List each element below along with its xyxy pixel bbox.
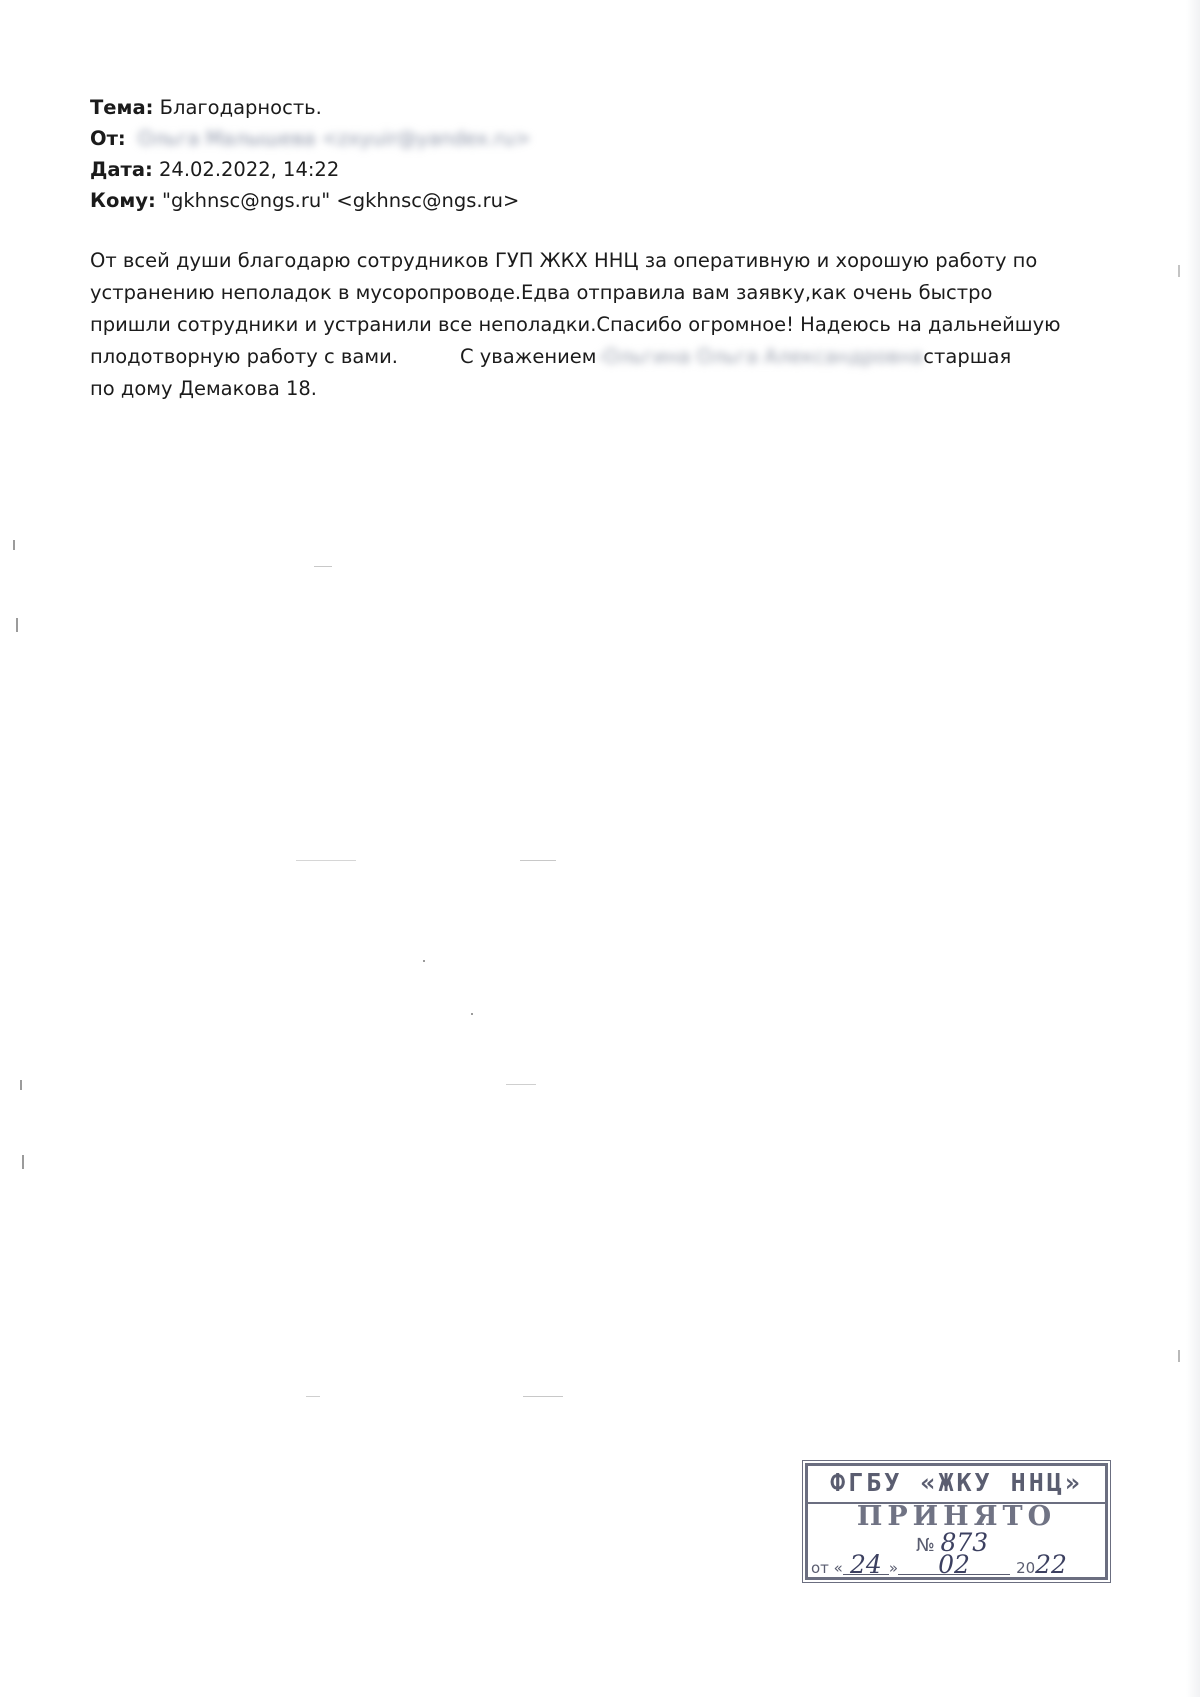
subject-value: Благодарность. bbox=[159, 96, 322, 119]
message-line-4 bbox=[90, 341, 1140, 373]
date-value: 24.02.2022, 14:22 bbox=[159, 158, 340, 181]
stamp-number-value: 873 bbox=[940, 1528, 989, 1557]
date-label: Дата: bbox=[90, 158, 153, 181]
stamp-accepted-label: ПРИНЯТО bbox=[856, 1501, 1057, 1532]
signer-name-redacted: -Ольгина Ольга Александровна bbox=[596, 345, 924, 368]
stamp-organization: ФГБУ «ЖКУ ННЦ» bbox=[808, 1468, 1105, 1504]
subject-line bbox=[90, 92, 1070, 123]
scan-speck bbox=[471, 1013, 473, 1015]
from-line bbox=[90, 123, 1070, 154]
scan-speck bbox=[523, 1396, 563, 1397]
stamp-date-prefix: от « bbox=[811, 1559, 843, 1577]
scan-speck bbox=[1178, 265, 1180, 277]
scan-speck bbox=[423, 960, 425, 962]
stamp-year-suffix: 22 bbox=[1035, 1550, 1067, 1579]
registration-stamp bbox=[805, 1463, 1108, 1580]
to-line bbox=[90, 185, 1070, 216]
scan-speck bbox=[306, 1396, 320, 1397]
message-body bbox=[90, 245, 1140, 405]
date-line bbox=[90, 154, 1070, 185]
message-line-4-start: плодотворную работу с вами. bbox=[90, 345, 398, 368]
stamp-day: 24 bbox=[843, 1556, 889, 1575]
regards-text: С уважением bbox=[459, 345, 597, 368]
scan-speck bbox=[506, 1084, 536, 1085]
from-value-redacted: Ольга Малышева <zxyuir@yandex.ru> bbox=[137, 127, 531, 150]
message-line-2: устранению неполадок в мусоропроводе.Едва отправила вам заявку,как очень быстро bbox=[90, 281, 993, 304]
scan-speck bbox=[314, 566, 332, 567]
scan-speck bbox=[13, 540, 15, 550]
scan-speck bbox=[1178, 1350, 1180, 1362]
to-label: Кому: bbox=[90, 189, 156, 212]
message-line-1: От всей души благодарю сотрудников ГУП ЖКХ ННЦ за оперативную и хорошую работу по bbox=[90, 249, 1038, 272]
scan-speck bbox=[20, 1080, 22, 1090]
scan-speck bbox=[22, 1155, 24, 1169]
stamp-day-suffix: » bbox=[888, 1559, 899, 1577]
to-value: "gkhnsc@ngs.ru" <gkhnsc@ngs.ru> bbox=[162, 189, 520, 212]
scan-speck bbox=[520, 860, 556, 861]
scan-speck bbox=[16, 618, 18, 632]
stamp-number-label: № bbox=[916, 1535, 935, 1556]
from-label: От: bbox=[90, 127, 126, 150]
stamp-date bbox=[811, 1550, 1067, 1579]
stamp-year-prefix: 20 bbox=[1016, 1559, 1036, 1577]
message-line-5: по дому Демакова 18. bbox=[90, 377, 317, 400]
email-header bbox=[90, 92, 1070, 216]
message-line-3: пришли сотрудники и устранили все неполадки.Спасибо огромное! Надеюсь на дальнейшую bbox=[90, 313, 1061, 336]
stamp-month: 02 bbox=[898, 1556, 1010, 1575]
signer-role: старшая bbox=[923, 345, 1012, 368]
scan-page-edge bbox=[1186, 0, 1200, 1697]
scan-speck bbox=[296, 860, 356, 861]
subject-label: Тема: bbox=[90, 96, 154, 119]
